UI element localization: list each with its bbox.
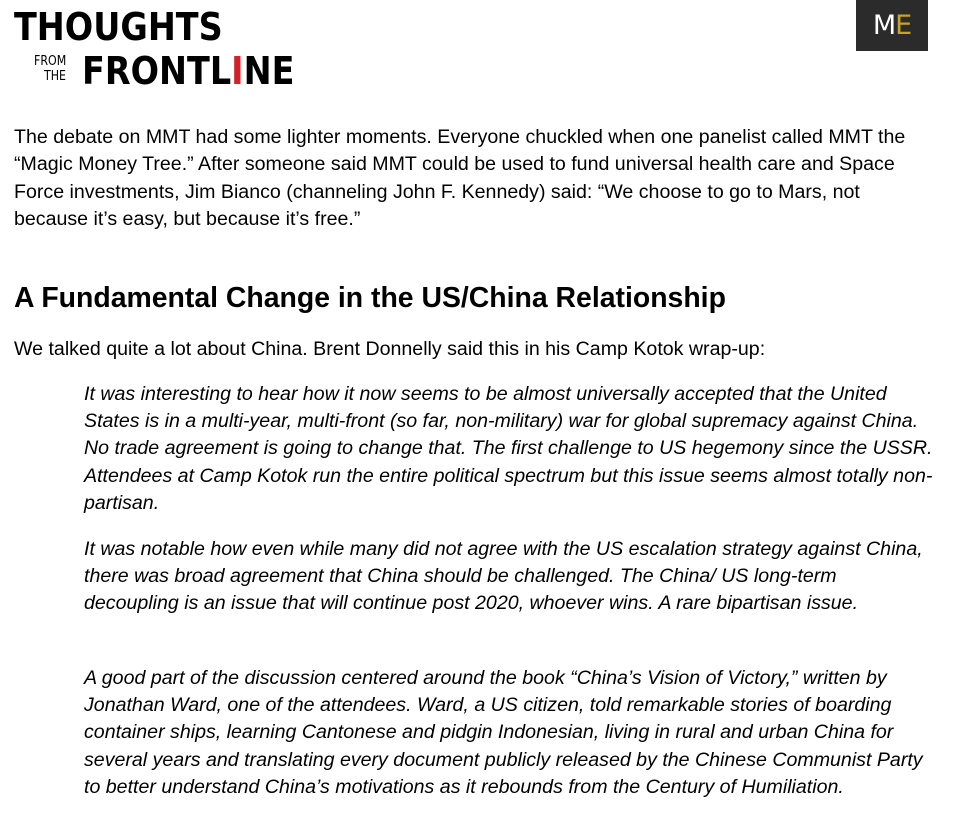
mauldin-economics-badge	[856, 0, 928, 51]
badge-letter-m: M	[872, 10, 896, 41]
logo-the-text: THE	[44, 69, 67, 84]
lead-paragraph: We talked quite a lot about China. Brent Donnelly said this in his Camp Kotok wrap-up:	[14, 338, 766, 360]
logo-frontline-part-a: FRONTL	[82, 49, 232, 93]
block-quote-1: It was interesting to hear how it now seems to be almost universally accepted that the United States is in a multi-year, multi-front (so far, non-military) war for global supremacy against China. No trade agreement is going to change that. The first challenge to US hegemony since the USSR. Attendees at Camp Kotok run the entire political spectrum but this issue seems almost totally non-partisan.	[84, 383, 933, 514]
block-quote-2: It was notable how even while many did not agree with the US escalation strategy against China, there was broad agreement that China should be challenged. The China/ US long-term decoupling is an issue that will continue post 2020, whoever wins. A rare bipartisan issue.	[84, 538, 923, 615]
intro-paragraph: The debate on MMT had some lighter moments. Everyone chuckled when one panelist called MMT the “Magic Money Tree.” After someone said MMT could be used to fund universal health care and Space Force investments, Jim Bianco (channeling John F. Kennedy) said: “We choose to go to Mars, not because it’s easy, but because it’s free.”	[14, 126, 906, 230]
thoughts-from-the-frontline-logo	[14, 5, 314, 93]
logo-frontline-part-b: NE	[243, 49, 295, 93]
section-heading: A Fundamental Change in the US/China Relationship	[14, 282, 726, 314]
logo-thoughts-text: THOUGHTS	[14, 5, 223, 49]
logo-frontline-text	[82, 49, 295, 93]
block-quote-3: A good part of the discussion centered around the book “China’s Vision of Victory,” written by Jonathan Ward, one of the attendees. Ward, a US citizen, told remarkable stories of boarding container ships, learning Cantonese and pidgin Indonesian, living in rural and urban China for several years and translating every document publicly released by the Chinese Communist Party to better understand China’s motivations as it rebounds from the Century of Humiliation.	[84, 667, 923, 798]
logo-from-text: FROM	[34, 54, 67, 69]
badge-letter-e: E	[895, 10, 912, 41]
logo-frontline-accent-letter: I	[231, 49, 244, 93]
